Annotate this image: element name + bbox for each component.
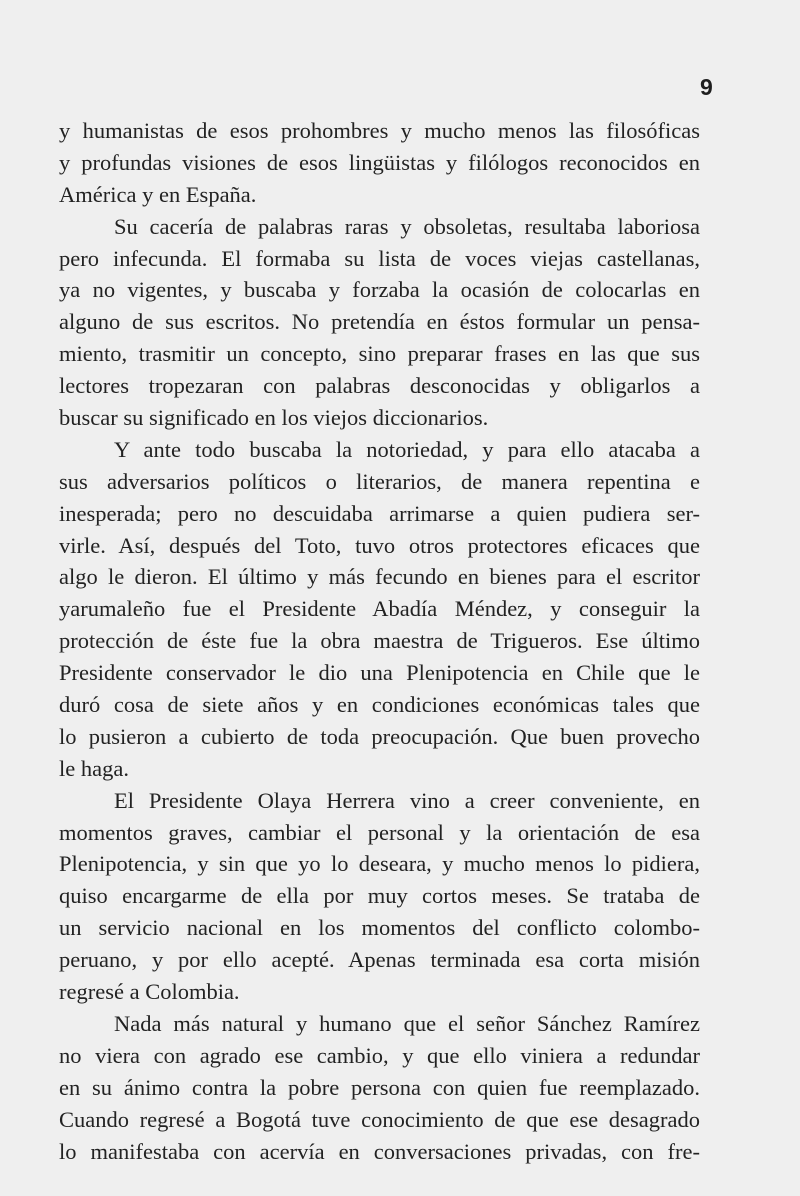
text-line: Presidente conservador le dio una Plenipotencia en Chile que le	[59, 660, 700, 686]
text-line: El Presidente Olaya Herrera vino a creer conveniente, en	[114, 787, 700, 813]
text-line: sus adversarios políticos o literarios, de manera repentina e	[59, 468, 700, 494]
text-line: Y ante todo buscaba la notoriedad, y para ello atacaba a	[114, 436, 700, 462]
text-line: Plenipotencia, y sin que yo lo deseara, y mucho menos lo pidiera,	[59, 851, 700, 877]
text-line: protección de éste fue la obra maestra de Trigueros. Ese último	[59, 628, 700, 654]
text-line: Nada más natural y humano que el señor Sánchez Ramírez	[114, 1010, 700, 1036]
text-line: miento, trasmitir un concepto, sino preparar frases en las que sus	[59, 341, 700, 367]
text-line: regresé a Colombia.	[59, 979, 240, 1005]
text-line: yarumaleño fue el Presidente Abadía Méndez, y conseguir la	[59, 596, 700, 622]
text-line: peruano, y por ello acepté. Apenas terminada esa corta misión	[59, 947, 700, 973]
text-line: América y en España.	[59, 181, 257, 207]
text-line: ya no vigentes, y buscaba y forzaba la ocasión de colocarlas en	[59, 277, 700, 303]
text-line: lectores tropezaran con palabras desconocidas y obligarlos a	[59, 373, 700, 399]
text-line: Cuando regresé a Bogotá tuve conocimiento de que ese desagrado	[59, 1106, 700, 1132]
body-text	[59, 115, 700, 1167]
text-line: y profundas visiones de esos lingüistas y filólogos reconocidos en	[59, 149, 700, 175]
text-line: algo le dieron. El último y más fecundo en bienes para el escritor	[59, 564, 700, 590]
text-line: virle. Así, después del Toto, tuvo otros protectores eficaces que	[59, 532, 700, 558]
text-line: le haga.	[59, 755, 129, 781]
text-line: no viera con agrado ese cambio, y que ello viniera a redundar	[59, 1042, 700, 1068]
text-line: momentos graves, cambiar el personal y la orientación de esa	[59, 819, 700, 845]
text-line: un servicio nacional en los momentos del conflicto colombo-	[59, 915, 700, 941]
text-line: lo manifestaba con acervía en conversaciones privadas, con fre-	[59, 1138, 700, 1164]
text-line: quiso encargarme de ella por muy cortos meses. Se trataba de	[59, 883, 700, 909]
text-line: inesperada; pero no descuidaba arrimarse a quien pudiera ser-	[59, 500, 700, 526]
text-line: Su cacería de palabras raras y obsoletas, resultaba laboriosa	[114, 213, 700, 239]
text-line: en su ánimo contra la pobre persona con quien fue reemplazado.	[59, 1074, 700, 1100]
text-line: alguno de sus escritos. No pretendía en éstos formular un pensa-	[59, 309, 700, 335]
text-line: pero infecunda. El formaba su lista de voces viejas castellanas,	[59, 245, 700, 271]
page-number: 9	[700, 74, 713, 100]
text-line: y humanistas de esos prohombres y mucho menos las filosóficas	[59, 118, 700, 143]
text-line: duró cosa de siete años y en condiciones económicas tales que	[59, 692, 700, 718]
text-line: buscar su significado en los viejos diccionarios.	[59, 405, 489, 431]
text-line: lo pusieron a cubierto de toda preocupación. Que buen provecho	[59, 723, 700, 749]
